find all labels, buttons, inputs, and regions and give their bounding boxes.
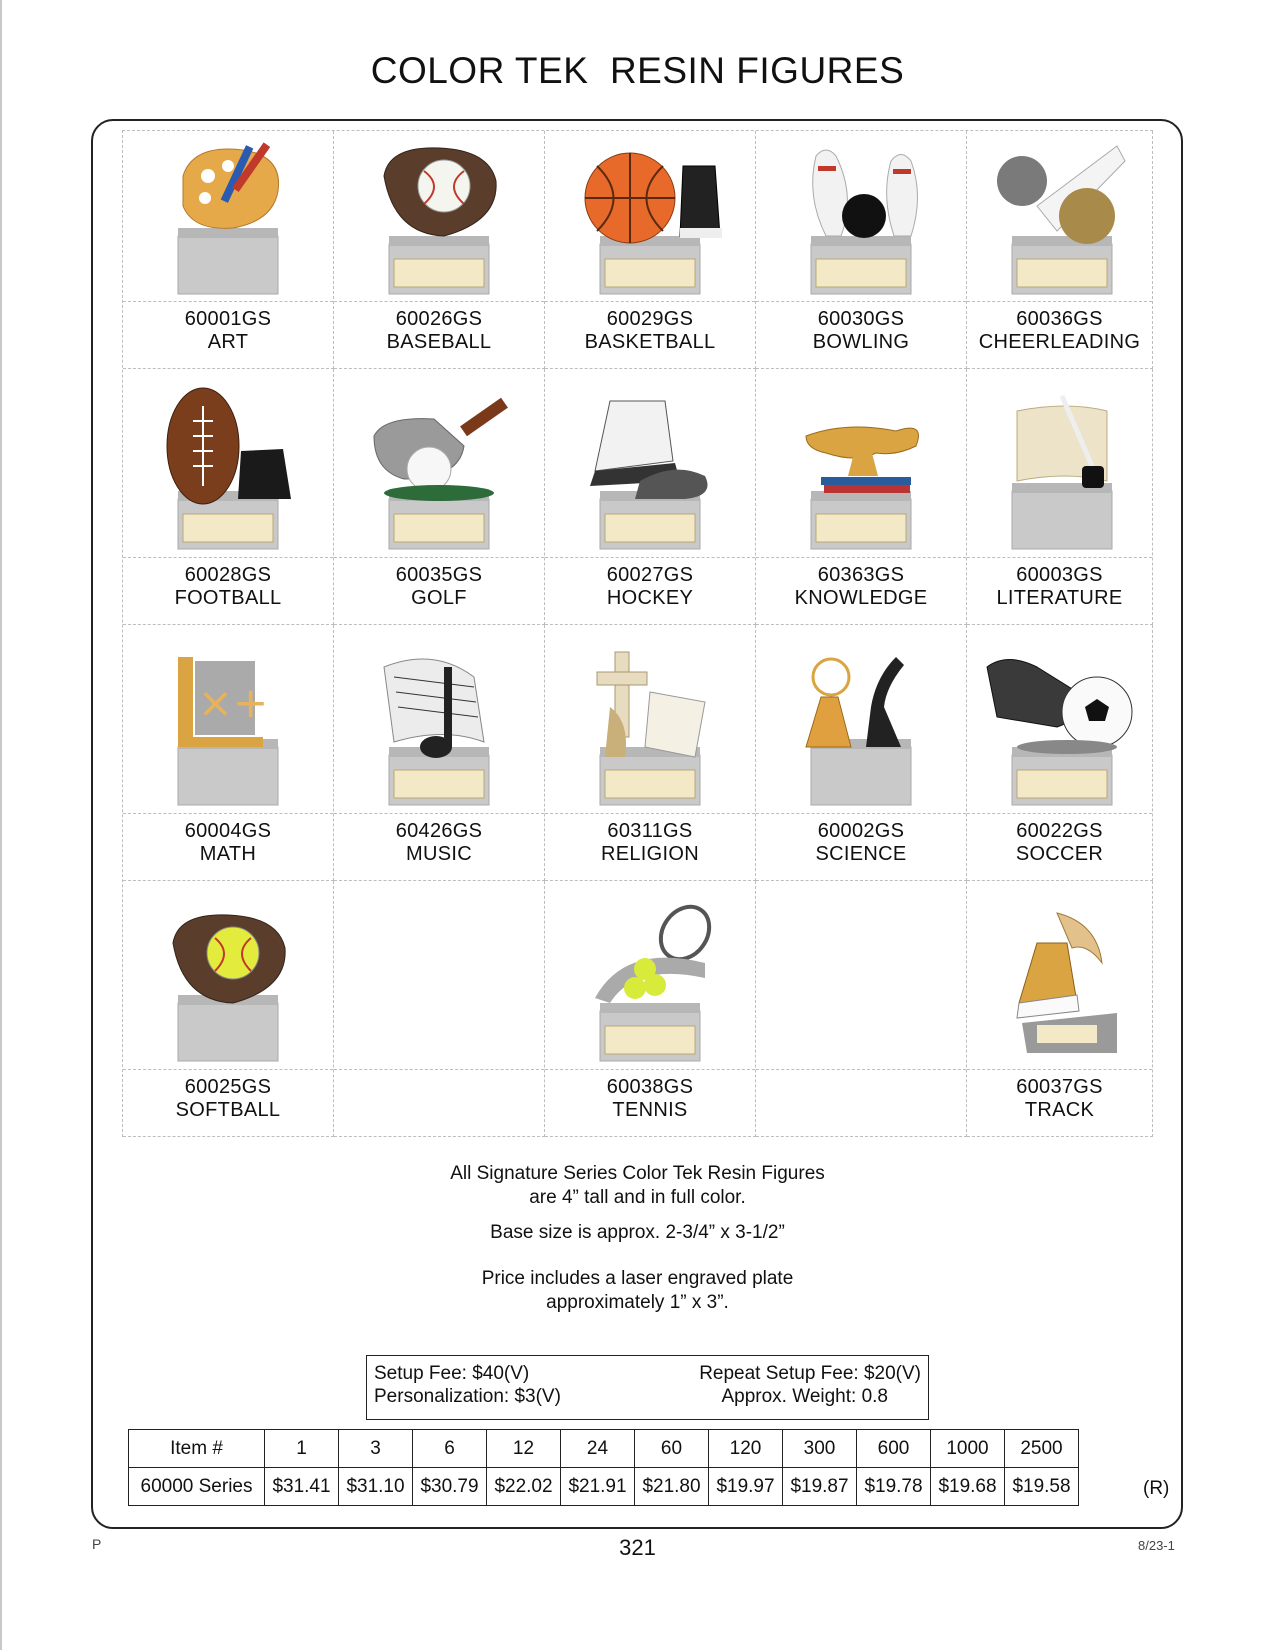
golf-icon (334, 369, 544, 558)
note-line-1: All Signature Series Color Tek Resin Figures (450, 1163, 825, 1184)
product-cell (756, 131, 967, 369)
product-caption (756, 558, 966, 624)
product-name: MUSIC (406, 843, 472, 865)
bowling-icon (756, 131, 966, 302)
product-code: 60027GS (606, 564, 694, 586)
product-name: RELIGION (601, 843, 699, 865)
quantity-header: 2500 (1005, 1430, 1079, 1468)
product-caption (334, 1070, 544, 1136)
price-cell: $21.80 (635, 1468, 709, 1506)
product-caption (545, 1070, 755, 1136)
product-name: LITERATURE (996, 587, 1123, 609)
quantity-header: 12 (487, 1430, 561, 1468)
product-cell (756, 625, 967, 881)
product-cell (545, 369, 756, 625)
product-code: 60038GS (606, 1076, 694, 1098)
product-cell (967, 131, 1153, 369)
microscope-icon (756, 625, 966, 814)
product-cell (545, 625, 756, 881)
product-caption (967, 302, 1152, 368)
fees-left (374, 1362, 561, 1408)
product-code: 60035GS (395, 564, 483, 586)
product-caption (545, 558, 755, 624)
product-name: SOFTBALL (175, 1099, 281, 1121)
product-cell (123, 881, 334, 1137)
approx-weight: Approx. Weight: 0.8 (721, 1386, 888, 1407)
quantity-header: 24 (561, 1430, 635, 1468)
price-cell: $30.79 (413, 1468, 487, 1506)
product-cell (756, 369, 967, 625)
empty-image-area (756, 881, 966, 1070)
product-caption (123, 814, 333, 880)
product-name: BASKETBALL (584, 331, 716, 353)
scroll-quill-icon (967, 369, 1152, 558)
product-caption (334, 302, 544, 368)
product-code: 60426GS (395, 820, 483, 842)
product-name: TRACK (1024, 1099, 1095, 1121)
product-code: 60036GS (1016, 308, 1103, 330)
note-line-2: are 4” tall and in full color. (529, 1187, 746, 1208)
product-caption (967, 814, 1152, 880)
product-caption (756, 302, 966, 368)
quantity-header: 600 (857, 1430, 931, 1468)
footer-right: 8/23-1 (1138, 1538, 1175, 1553)
football-icon (123, 369, 333, 558)
quantity-header: 120 (709, 1430, 783, 1468)
product-grid (122, 130, 1153, 1137)
price-cell: $31.10 (339, 1468, 413, 1506)
product-code: 60004GS (184, 820, 272, 842)
quantity-header: 300 (783, 1430, 857, 1468)
price-cell: $31.41 (265, 1468, 339, 1506)
hockey-skate-icon (545, 369, 755, 558)
quantity-header: 1000 (931, 1430, 1005, 1468)
product-code: 60003GS (1016, 564, 1103, 586)
product-code: 60363GS (817, 564, 905, 586)
quantity-header: 6 (413, 1430, 487, 1468)
note-line-4: Price includes a laser engraved plate (481, 1268, 794, 1289)
page-left-edge (0, 0, 2, 1650)
product-name: HOCKEY (606, 587, 694, 609)
footer-left: P (92, 1536, 102, 1552)
empty-cell (334, 881, 545, 1137)
price-code: (R) (1143, 1478, 1170, 1499)
product-cell (334, 131, 545, 369)
product-name: CHEERLEADING (978, 331, 1141, 353)
product-cell (967, 369, 1153, 625)
product-code: 60311GS (607, 820, 693, 842)
product-name: KNOWLEDGE (794, 587, 928, 609)
empty-cell (756, 881, 967, 1137)
product-code: 60029GS (606, 308, 694, 330)
series-name-cell: 60000 Series (129, 1468, 265, 1506)
product-code: 60028GS (184, 564, 272, 586)
baseball-glove-icon (334, 131, 544, 302)
price-cell: $19.87 (783, 1468, 857, 1506)
fees-box (366, 1355, 929, 1420)
note-line-3: Base size is approx. 2-3/4” x 3-1/2” (490, 1222, 785, 1243)
product-cell (545, 881, 756, 1137)
page-title: COLOR TEK RESIN FIGURES (370, 50, 905, 91)
product-caption (756, 814, 966, 880)
product-caption (123, 558, 333, 624)
tennis-icon (545, 881, 755, 1070)
product-code: 60037GS (1016, 1076, 1103, 1098)
product-name: TENNIS (612, 1099, 688, 1121)
product-code: 60030GS (817, 308, 905, 330)
product-code: 60001GS (184, 308, 272, 330)
price-table-row (129, 1468, 1079, 1506)
item-number-header: Item # (129, 1430, 265, 1468)
math-symbols-icon (123, 625, 333, 814)
empty-image-area (334, 881, 544, 1070)
cross-bible-icon (545, 625, 755, 814)
price-cell: $19.58 (1005, 1468, 1079, 1506)
cheerleading-icon (967, 131, 1152, 302)
softball-glove-icon (123, 881, 333, 1070)
price-cell: $19.68 (931, 1468, 1005, 1506)
product-cell (545, 131, 756, 369)
product-caption (967, 558, 1152, 624)
product-name: ART (207, 331, 249, 353)
product-name: FOOTBALL (174, 587, 282, 609)
product-name: GOLF (411, 587, 467, 609)
price-cell: $21.91 (561, 1468, 635, 1506)
product-cell (967, 625, 1153, 881)
product-cell (123, 625, 334, 881)
product-cell (334, 369, 545, 625)
page-number: 321 (619, 1535, 656, 1560)
svg-text:×+: ×+ (197, 678, 269, 727)
product-caption (545, 814, 755, 880)
quantity-header: 1 (265, 1430, 339, 1468)
quantity-header: 60 (635, 1430, 709, 1468)
product-name: SCIENCE (815, 843, 907, 865)
note-line-5: approximately 1” x 3”. (546, 1292, 729, 1313)
product-caption (123, 1070, 333, 1136)
product-code: 60026GS (395, 308, 483, 330)
winged-shoe-icon (967, 881, 1152, 1070)
lamp-of-knowledge-icon (756, 369, 966, 558)
basketball-icon (545, 131, 755, 302)
art-palette-icon (123, 131, 333, 302)
quantity-header: 3 (339, 1430, 413, 1468)
price-table-header-row (129, 1430, 1079, 1468)
product-name: MATH (199, 843, 257, 865)
repeat-setup-fee: Repeat Setup Fee: $20(V) (699, 1363, 921, 1384)
product-caption (334, 814, 544, 880)
setup-fee: Setup Fee: $40(V) (374, 1363, 530, 1384)
personalization-fee: Personalization: $3(V) (374, 1386, 561, 1407)
product-code: 60002GS (817, 820, 905, 842)
soccer-icon (967, 625, 1152, 814)
product-cell (334, 625, 545, 881)
product-caption (123, 302, 333, 368)
product-name: SOCCER (1015, 843, 1104, 865)
music-note-icon (334, 625, 544, 814)
product-caption (756, 1070, 966, 1136)
price-table (128, 1429, 1079, 1506)
product-caption (967, 1070, 1152, 1136)
product-name: BOWLING (812, 331, 910, 353)
price-cell: $19.78 (857, 1468, 931, 1506)
product-code: 60022GS (1016, 820, 1103, 842)
product-name: BASEBALL (386, 331, 492, 353)
product-cell (123, 131, 334, 369)
product-caption (334, 558, 544, 624)
product-cell (123, 369, 334, 625)
product-code: 60025GS (184, 1076, 272, 1098)
price-cell: $22.02 (487, 1468, 561, 1506)
product-cell (967, 881, 1153, 1137)
product-caption (545, 302, 755, 368)
price-cell: $19.97 (709, 1468, 783, 1506)
